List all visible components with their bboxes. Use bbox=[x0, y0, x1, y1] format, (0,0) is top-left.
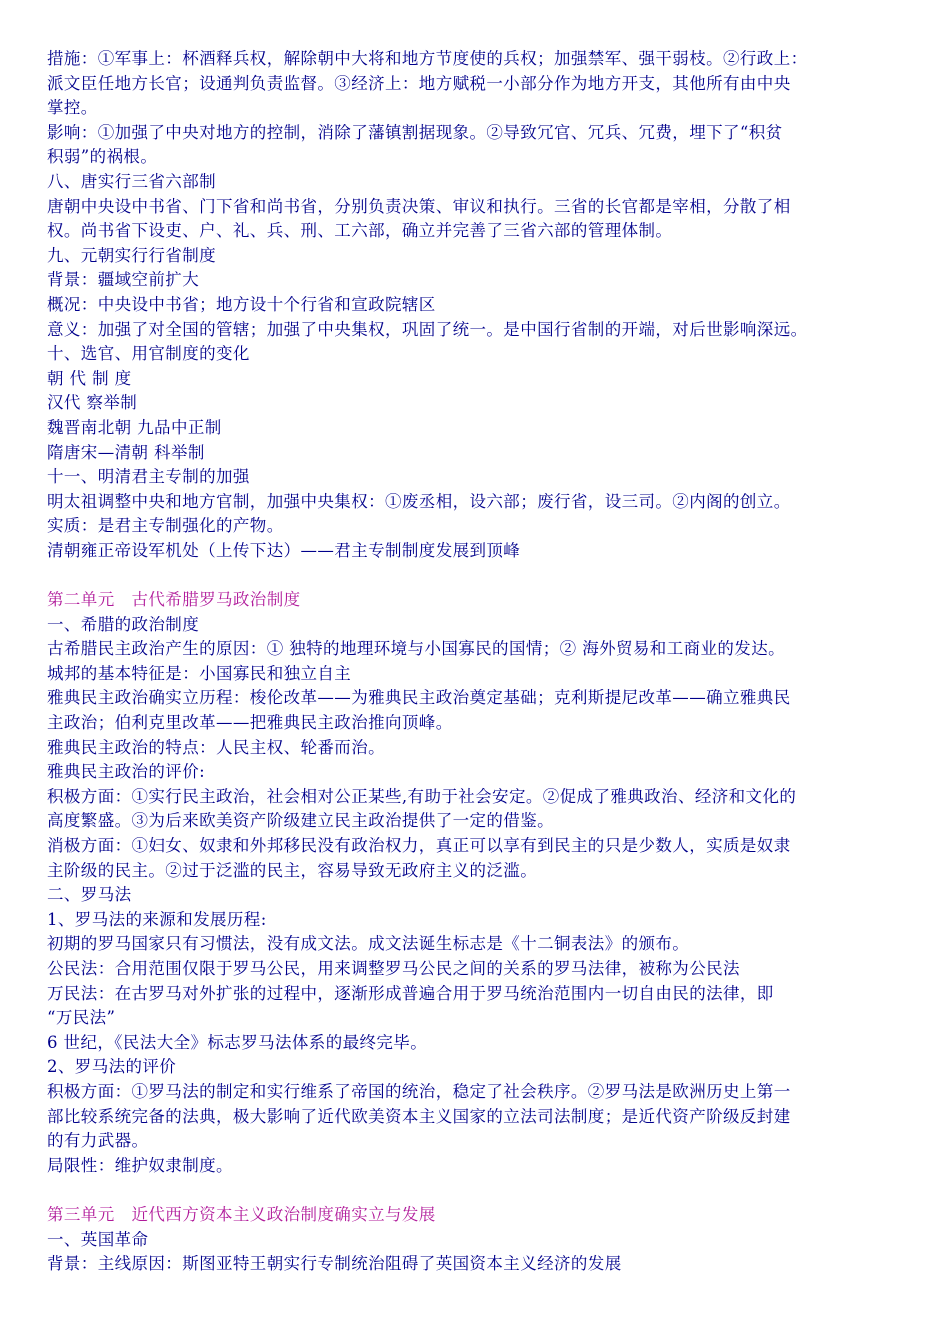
text-line: 掌控。 bbox=[47, 98, 98, 118]
text-line: 汉代 察举制 bbox=[47, 393, 138, 413]
text-line: 1、罗马法的来源和发展历程: bbox=[47, 909, 267, 929]
text-line: 积极方面：①实行民主政治，社会相对公正某些,有助于社会安定。②促成了雅典政治、经济和文化的 bbox=[47, 786, 797, 806]
text-line: 隋唐宋—清朝 科举制 bbox=[47, 442, 205, 462]
text-line: 概况：中央设中书省；地方设十个行省和宣政院辖区 bbox=[47, 294, 436, 314]
text-line: 十一、明清君主专制的加强 bbox=[47, 467, 250, 487]
text-line: 影响：①加强了中央对地方的控制，消除了藩镇割据现象。②导致冗官、冗兵、冗费，埋下了“积贫 bbox=[47, 122, 783, 142]
text-line: 措施：①军事上：杯酒释兵权，解除朝中大将和地方节度使的兵权；加强禁军、强干弱枝。②行政上： bbox=[47, 49, 808, 68]
text-line: 消极方面：①妇女、奴隶和外邦移民没有政治权力，真正可以享有到民主的只是少数人，实质是奴隶 bbox=[47, 836, 791, 855]
text-line: 唐朝中央设中书省、门下省和尚书省，分别负责决策、审议和执行。三省的长官都是宰相，分散了相 bbox=[47, 196, 791, 216]
text-line: 九、元朝实行行省制度 bbox=[47, 245, 216, 265]
section-political-system-china bbox=[47, 47, 907, 563]
text-line: 主政治；伯利克里改革——把雅典民主政治推向顶峰。 bbox=[47, 713, 453, 733]
text-line: 积极方面：①罗马法的制定和实行维系了帝国的统治，稳定了社会秩序。②罗马法是欧洲历史上第一 bbox=[47, 1081, 791, 1101]
text-line: 古希腊民主政治产生的原因：① 独特的地理环境与小国寡民的国情；② 海外贸易和工商业的发达。 bbox=[47, 639, 785, 659]
text-line: 积弱”的祸根。 bbox=[47, 147, 158, 167]
text-line: 实质：是君主专制强化的产物。 bbox=[47, 516, 284, 536]
unit-2-title: 第二单元 古代希腊罗马政治制度 bbox=[47, 590, 301, 610]
text-line: 意义：加强了对全国的管辖；加强了中央集权，巩固了统一。是中国行省制的开端，对后世影响深远。 bbox=[47, 319, 808, 339]
unit-3-title: 第三单元 近代西方资本主义政治制度确实立与发展 bbox=[47, 1204, 436, 1224]
text-line: 雅典民主政治确实立历程：梭伦改革——为雅典民主政治奠定基础；克利斯提尼改革——确立雅典民 bbox=[47, 688, 791, 708]
section-greece-rome bbox=[47, 613, 907, 1179]
text-line: 权。尚书省下设吏、户、礼、兵、刑、工六部，确立并完善了三省六部的管理体制。 bbox=[47, 221, 673, 241]
text-line: 局限性：维护奴隶制度。 bbox=[47, 1155, 233, 1175]
text-line: 部比较系统完备的法典，极大影响了近代欧美资本主义国家的立法司法制度；是近代资产阶级反封建 bbox=[47, 1106, 791, 1126]
text-line: 雅典民主政治的特点：人民主权、轮番而治。 bbox=[47, 737, 385, 757]
text-line: 朝 代 制 度 bbox=[47, 368, 132, 388]
blank-line bbox=[47, 1178, 907, 1203]
text-line: 派文臣任地方长官；设通判负责监督。③经济上：地方赋税一小部分作为地方开支，其他所有由中央 bbox=[47, 73, 791, 93]
text-line: 一、希腊的政治制度 bbox=[47, 614, 200, 634]
text-line: 背景：疆域空前扩大 bbox=[47, 270, 200, 290]
text-line: 魏晋南北朝 九品中正制 bbox=[47, 417, 222, 437]
section-western-capitalism bbox=[47, 1228, 907, 1277]
text-line: 高度繁盛。③为后来欧美资产阶级建立民主政治提供了一定的借鉴。 bbox=[47, 811, 554, 831]
text-line: 雅典民主政治的评价: bbox=[47, 762, 206, 782]
text-line: 6 世纪，《民法大全》标志罗马法体系的最终完毕。 bbox=[47, 1032, 428, 1052]
document-page bbox=[47, 47, 907, 1277]
text-line: 八、唐实行三省六部制 bbox=[47, 171, 216, 191]
text-line: 一、英国革命 bbox=[47, 1229, 149, 1249]
text-line: 初期的罗马国家只有习惯法，没有成文法。成文法诞生标志是《十二铜表法》的颁布。 bbox=[47, 934, 690, 954]
text-line: 清朝雍正帝设军机处（上传下达）——君主专制制度发展到顶峰 bbox=[47, 540, 521, 560]
text-line: 城邦的基本特征是：小国寡民和独立自主 bbox=[47, 663, 352, 683]
text-line: 十、选官、用官制度的变化 bbox=[47, 344, 250, 364]
text-line: 公民法：合用范围仅限于罗马公民，用来调整罗马公民之间的关系的罗马法律，被称为公民法 bbox=[47, 958, 740, 978]
blank-line bbox=[47, 563, 907, 588]
text-line: 背景：主线原因：斯图亚特王朝实行专制统治阻碍了英国资本主义经济的发展 bbox=[47, 1254, 622, 1274]
text-line: 2、罗马法的评价 bbox=[47, 1057, 177, 1077]
text-line: 二、罗马法 bbox=[47, 885, 132, 905]
text-line: 万民法：在古罗马对外扩张的过程中，逐渐形成普遍合用于罗马统治范围内一切自由民的法律，即 bbox=[47, 983, 774, 1003]
text-line: 的有力武器。 bbox=[47, 1131, 149, 1151]
text-line: 主阶级的民主。②过于泛滥的民主，容易导致无政府主义的泛滥。 bbox=[47, 860, 538, 880]
text-line: “万民法” bbox=[47, 1008, 116, 1028]
text-line: 明太祖调整中央和地方官制，加强中央集权：①废丞相，设六部；废行省，设三司。②内阁的创立。 bbox=[47, 491, 791, 511]
